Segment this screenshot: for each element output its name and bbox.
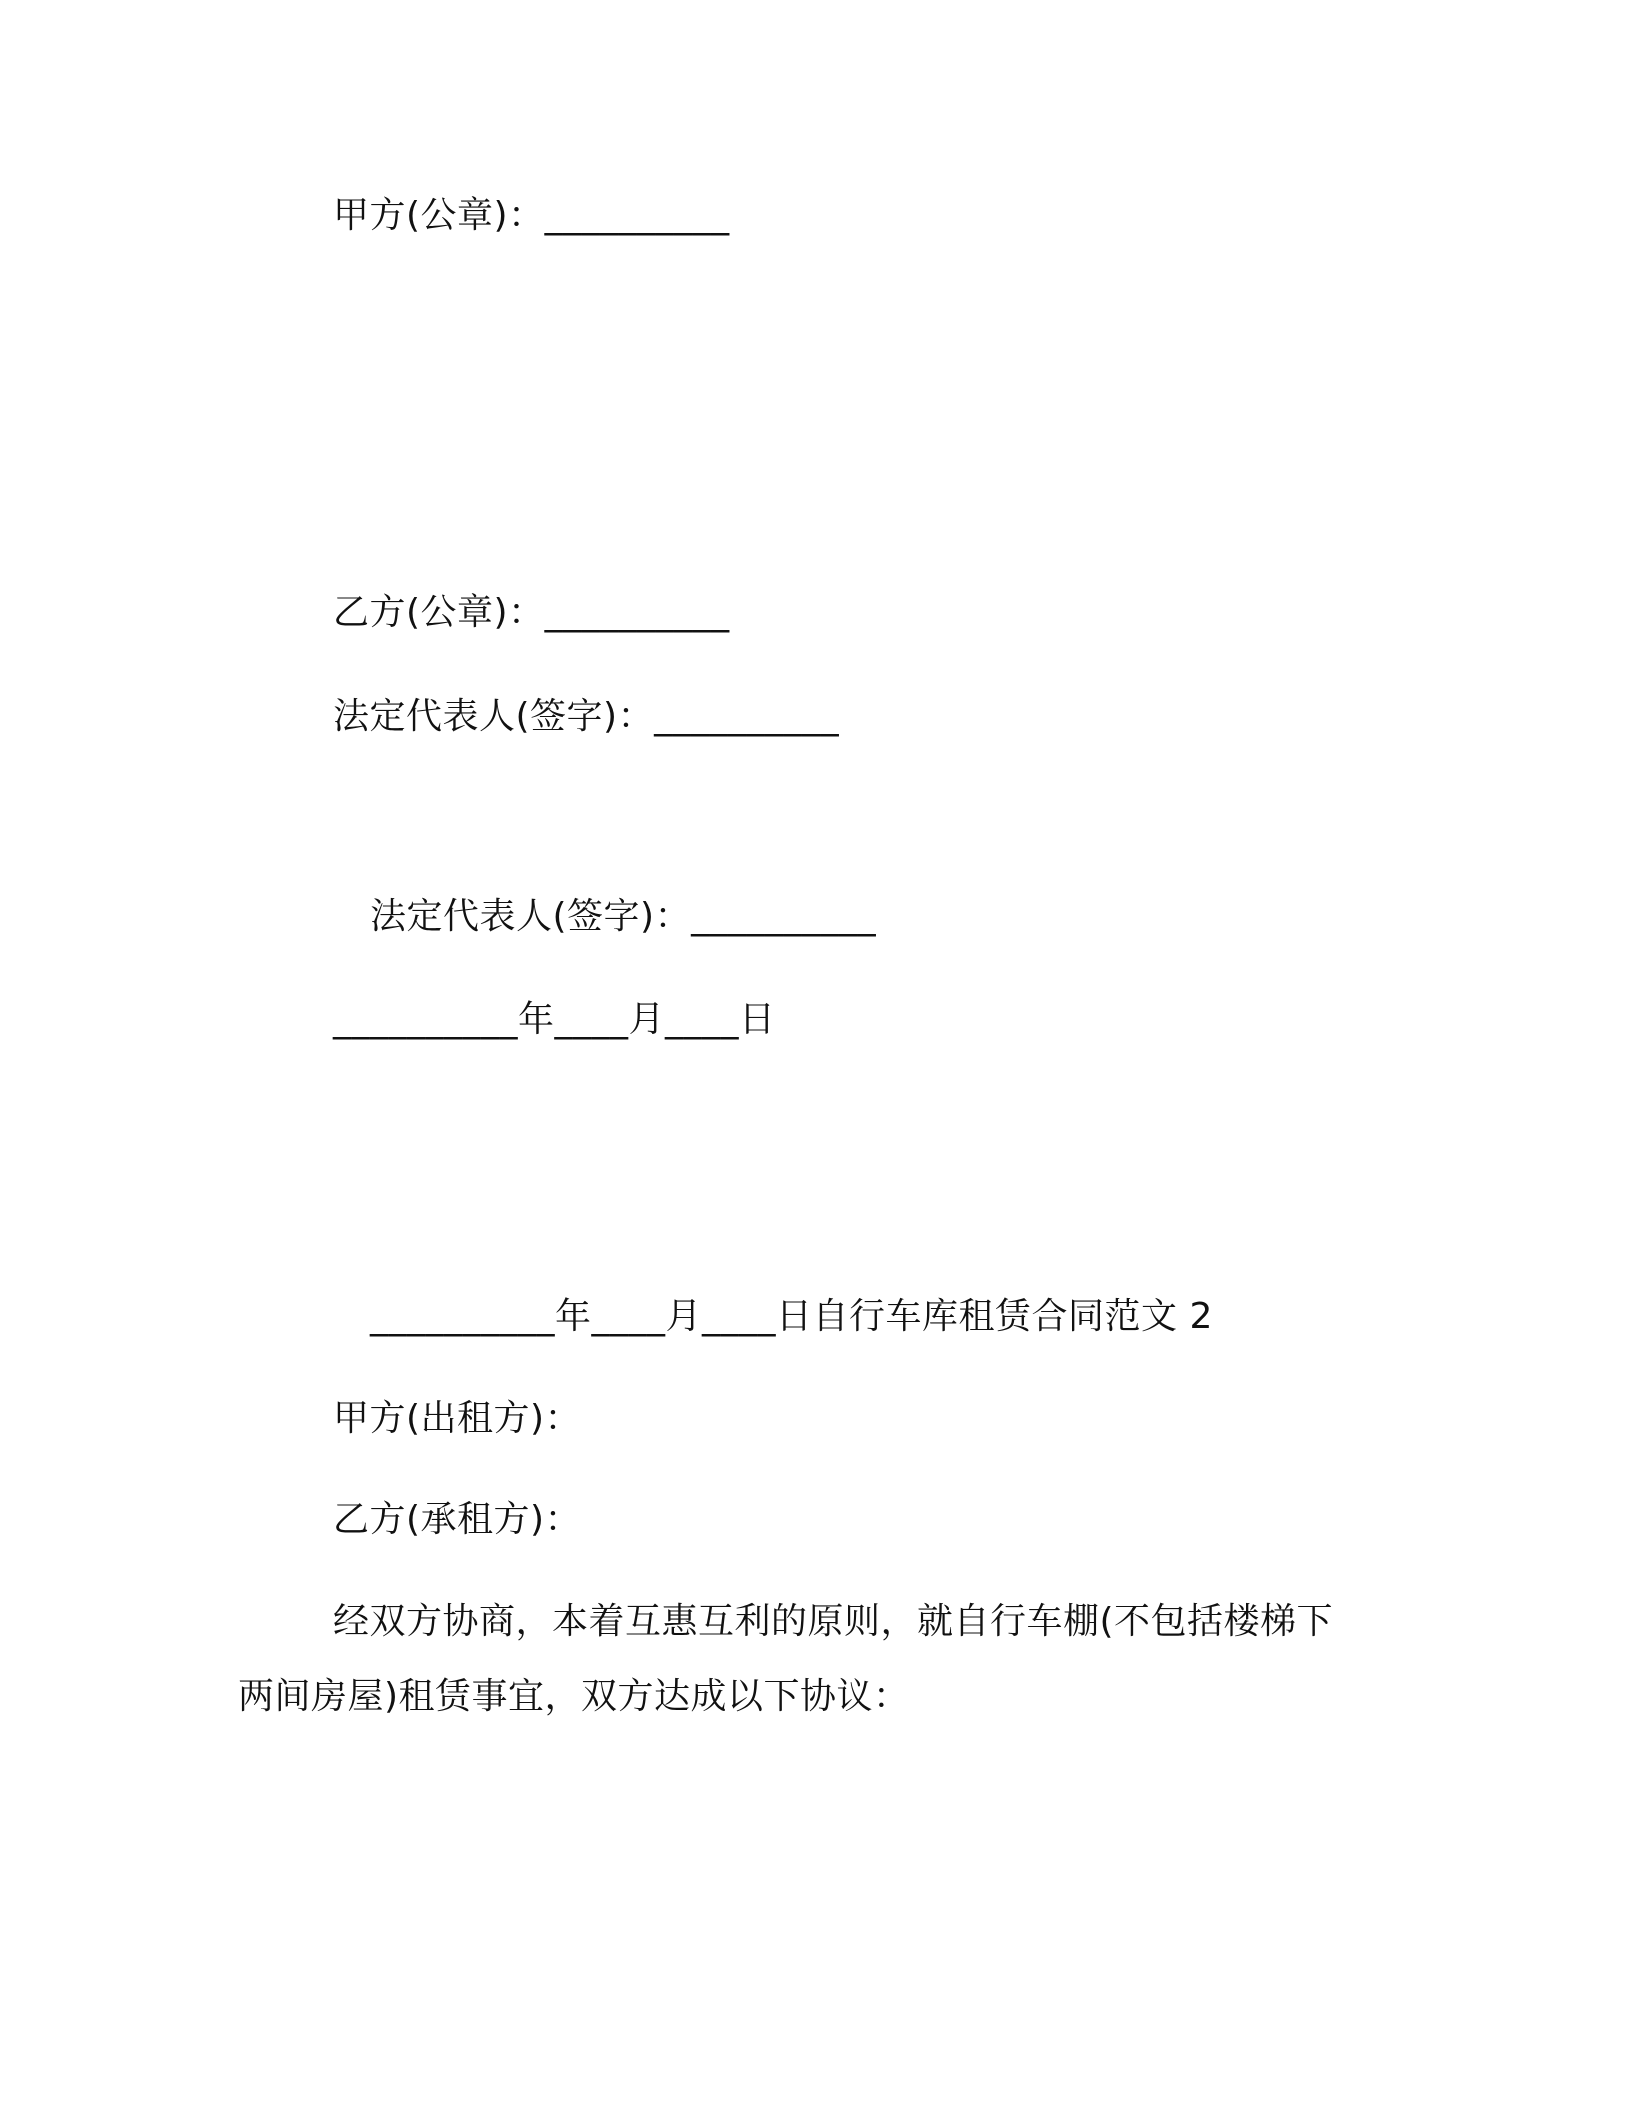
date-line: __________年____月____日: [333, 999, 776, 1040]
paragraph-line: 经双方协商，本着互惠互利的原则，就自行车棚(不包括楼梯下: [333, 1601, 1334, 1642]
legal-representative-line: 法定代表人(签字)：__________: [333, 696, 840, 737]
party-a-seal-line: 甲方(公章)：__________: [333, 195, 730, 236]
legal-representative-line: 法定代表人(签字)：__________: [370, 896, 877, 937]
party-b-seal-line: 乙方(公章)：__________: [333, 592, 730, 633]
section-title: __________年____月____日自行车库租赁合同范文 2: [370, 1296, 1213, 1337]
paragraph-line: 两间房屋)租赁事宜，双方达成以下协议：: [238, 1676, 910, 1717]
party-b-lessee-line: 乙方(承租方)：: [333, 1499, 582, 1540]
party-a-lessor-line: 甲方(出租方)：: [333, 1398, 582, 1439]
